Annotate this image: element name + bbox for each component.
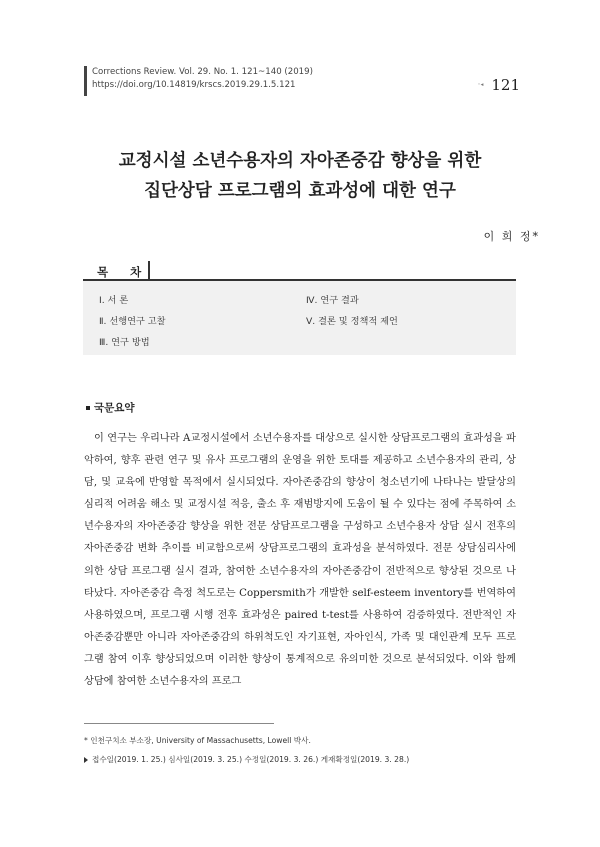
toc-item-conclusion[interactable]: Ⅴ. 결론 및 정책적 제언 — [306, 316, 398, 327]
toc-label: 목 차 — [97, 265, 151, 279]
page-number: 121 — [491, 76, 520, 94]
title-line-1: 교정시설 소년수용자의 자아존중감 향상을 위한 — [118, 151, 482, 171]
footnote-dates-text: 접수일(2019. 1. 25.) 심사일(2019. 3. 25.) 수정일(2019. 3. 26.) 게재확정일(2019. 3. 28.) — [92, 755, 410, 764]
journal-header — [92, 66, 313, 92]
header-accent-bar — [84, 66, 87, 96]
square-bullet-icon — [86, 406, 90, 410]
toc-item-introduction[interactable]: Ⅰ. 서 론 — [99, 295, 129, 306]
abstract-body: 이 연구는 우리나라 A교정시설에서 소년수용자를 대상으로 실시한 상담프로그램의 효과성을 파악하여, 향후 관련 연구 및 유사 프로그램의 운영을 위한 토대를 제공하고 소년수용자의 관리, 상담, 및 교육에 반영할 목적에서 실시되었다. 자아존중감의 향상이 청소년기에 나타나는 발달상의 심리적 어려움 해소 및 교정시설 적응, 출소 후 재범방지에 도움이 될 수 있다는 점에 주목하여 소년수용자의 자아존중감 향상을 위한 전문 상담프로그램을 구성하고 소년수용자 상담 실시 전후의 자아존중감 변화 추이를 비교함으로써 상담프로그램의 효과성을 분석하였다. 전문 상담심리사에 의한 상담 프로그램 실시 결과, 참여한 소년수용자의 자아존중감이 전반적으로 향상된 것으로 나타났다. 자아존중감 측정 척도로는 Coppersmith가 개발한 self-esteem inventory를 번역하여 사용하였으며, 프로그램 시행 전후 효과성은 paired t-test를 사용하여 검증하였다. 전반적인 자아존중감뿐만 아니라 자아존중감의 하위척도인 자기표현, 자아인식, 가족 및 대인관계 모두 프로그램 참여 이후 향상되었으며 이러한 향상이 통계적으로 유의미한 것으로 분석되었다. 이와 함께 상담에 참여한 소년수용자의 프로그 — [84, 433, 516, 688]
page-header-right — [477, 76, 520, 94]
toc-label-corner — [140, 261, 150, 279]
table-of-contents — [83, 281, 516, 355]
triangle-bullet-icon — [84, 757, 88, 763]
paper-title — [0, 146, 600, 206]
title-line-2: 집단상담 프로그램의 효과성에 대한 연구 — [144, 181, 456, 201]
toc-item-literature-review[interactable]: Ⅱ. 선행연구 고찰 — [99, 316, 166, 327]
abstract-heading-text: 국문요약 — [94, 402, 135, 414]
footnote-rule — [84, 723, 274, 724]
footnote-dates — [84, 754, 409, 765]
toc-item-results[interactable]: Ⅳ. 연구 결과 — [306, 295, 359, 306]
journal-citation: Corrections Review. Vol. 29. No. 1. 121~140 (2019) — [92, 67, 313, 77]
abstract-heading — [86, 400, 135, 415]
toc-item-methods[interactable]: Ⅲ. 연구 방법 — [99, 337, 150, 348]
footnote-affiliation: * 인천구치소 부소장, University of Massachusetts, Lowell 박사. — [84, 736, 311, 745]
doi-link[interactable]: https://doi.org/10.14819/krscs.2019.29.1.5.121 — [92, 80, 296, 90]
author: 이 희 정* — [483, 230, 540, 243]
ornament-icon: ◦◂ — [477, 82, 484, 88]
